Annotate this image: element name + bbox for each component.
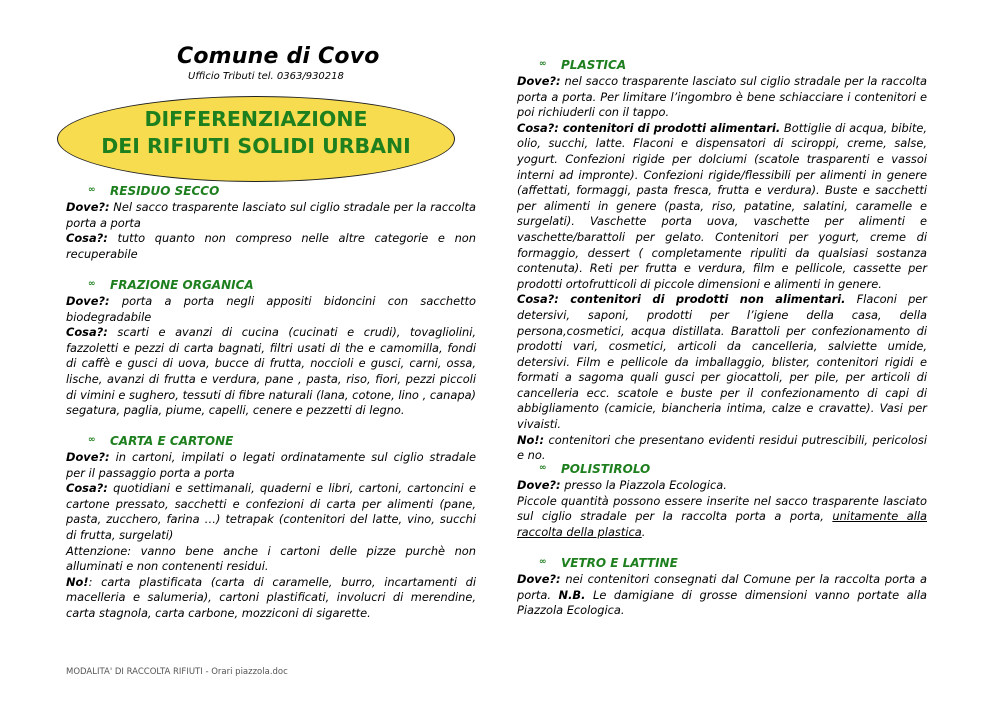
- section-heading: [66, 278, 476, 294]
- dove-paragraph: [517, 74, 927, 121]
- end-text: .: [641, 524, 646, 539]
- page-title: Comune di Covo: [177, 44, 380, 69]
- section-body: [66, 294, 476, 419]
- page-subtitle: Ufficio Tributi tel. 0363/930218: [188, 71, 344, 82]
- section-polistirolo: [517, 462, 927, 540]
- section-vetro-lattine: [517, 556, 927, 619]
- dove-label: Dove?:: [517, 572, 561, 586]
- dove-paragraph: [66, 294, 476, 325]
- section-body: [517, 572, 927, 619]
- dove-text: nei contenitori consegnati dal Comune per la raccolta porta a porta.: [517, 572, 927, 602]
- dove-text: in cartoni, impilati o legati ordinatamente sul ciglio stradale per il passaggio porta a porta: [66, 450, 476, 480]
- heading-text: VETRO E LATTINE: [561, 556, 678, 570]
- cosa-alimentari-text: Bottiglie di acqua, bibite, olio, succhi, latte. Flaconi e dispensatori di sciroppi, creme, salse, yogurt. Confezioni rigide per dolciumi (scatole trasparenti e vassoi interni ad impronte). Confezioni rigide/flessibili per alimenti in genere (affettati, formaggi, pasta fresca, frutta e verdura). Buste e sacchetti per alimenti in genere (pasta, riso, patatine, salatini, caramelle e surgelati). Vaschette porta uova, vaschette per alimenti e vaschette/barattoli per gelato. Contenitori per yogurt, creme di formaggio, dessert ( completamente ripuliti da qualsiasi sostanza contenuta). Reti per frutta e verdura, film e pellicole, cassette per prodotti ortofrutticoli di piccole dimensioni e alimenti in genere.: [517, 120, 927, 291]
- bullet-icon: ∞: [88, 185, 96, 195]
- banner-line-2: DEI RIFIUTI SOLIDI URBANI: [101, 134, 411, 158]
- heading-text: RESIDUO SECCO: [110, 184, 220, 198]
- section-body: [517, 478, 927, 540]
- cosa-paragraph: [66, 231, 476, 262]
- heading-text: PLASTICA: [561, 58, 627, 72]
- dove-paragraph: [517, 572, 927, 619]
- cosa-alimentari-label: Cosa?: contenitori di prodotti alimentari.: [517, 120, 781, 135]
- no-text: contenitori che presentano evidenti residui putrescibili, pericolosi e no.: [517, 432, 927, 463]
- attenzione-paragraph: Attenzione: vanno bene anche i cartoni delle pizze purchè non alluminati e non contenenti residui.: [66, 543, 476, 574]
- cosa-text: tutto quanto non compreso nelle altre categorie e non recuperabile: [66, 231, 476, 261]
- cosa-paragraph: [66, 481, 476, 543]
- section-residuo-secco: [66, 184, 476, 262]
- dove-text: Nel sacco trasparente lasciato sul ciglio stradale per la raccolta porta a porta: [66, 200, 476, 230]
- cosa-label: Cosa?:: [66, 325, 108, 340]
- cosa-label: Cosa?:: [66, 231, 108, 246]
- banner-line-1: DIFFERENZIAZIONE: [144, 107, 368, 131]
- dove-text: presso la Piazzola Ecologica.: [560, 478, 727, 492]
- section-heading: [517, 556, 927, 572]
- section-frazione-organica: [66, 278, 476, 419]
- no-text: : carta plastificata (carta di caramelle, burro, incartamenti di macelleria e salumeria), cartoni plastificati, involucri di merendine, carta stagnola, carta carbone, mozziconi di sigarette.: [66, 574, 476, 620]
- dove-text: porta a porta negli appositi bidoncini con sacchetto biodegradabile: [66, 294, 476, 324]
- dove-text: nel sacco trasparente lasciato sul ciglio stradale per la raccolta porta a porta. Per limitare l’ingombro è bene schiacciare i contenitori e poi richiuderli con il tappo.: [517, 74, 927, 120]
- footer-filename: MODALITA' DI RACCOLTA RIFIUTI - Orari piazzola.doc: [66, 667, 288, 677]
- no-label: No!:: [517, 432, 545, 447]
- body-text: Piccole quantità possono essere inserite nel sacco trasparente lasciato sul ciglio stradale per la raccolta porta a porta,: [517, 493, 927, 524]
- bullet-icon: ∞: [539, 463, 547, 473]
- dove-paragraph: [66, 200, 476, 231]
- bullet-icon: ∞: [539, 557, 547, 567]
- dove-paragraph: [517, 478, 927, 494]
- section-carta-cartone: [66, 434, 476, 622]
- section-body: [517, 74, 927, 464]
- heading-text: CARTA E CARTONE: [110, 434, 234, 448]
- cosa-paragraph: [66, 325, 476, 419]
- bullet-icon: ∞: [539, 59, 547, 69]
- cosa-text: quotidiani e settimanali, quaderni e libri, cartoni, cartoncini e cartone pressato, sacchetti e confezioni di carta per alimenti (pane, pasta, zucchero, farina …) tetrapak (contenitori del latte, vino, succhi di frutta, surgelati): [66, 481, 476, 542]
- bullet-icon: ∞: [88, 435, 96, 445]
- cosa-non-alimentari-paragraph: [517, 292, 927, 432]
- cosa-non-alimentari-text: Flaconi per detersivi, saponi, prodotti per l’igiene della casa, della persona,cosmetici, acqua distillata. Barattoli per confezionamento di prodotti vari, cosmetici, articoli da cancelleria, salviette umide, detersivi. Film e pellicole da imballaggio, blister, contenitori rigidi e formati a sagoma quali gusci per giocattoli, per pile, per articoli di cancelleria ecc. scatole e buste per il confezionamento di capi di abbigliamento (camicie, biancheria intima, calze e cravatte). Vasi per vivaisti.: [517, 292, 927, 432]
- cosa-label: Cosa?:: [66, 481, 108, 496]
- no-label: No!: [66, 574, 89, 589]
- dove-label: Dove?:: [517, 478, 561, 492]
- section-heading: [66, 434, 476, 450]
- bullet-icon: ∞: [88, 279, 96, 289]
- nb-label: N.B.: [558, 587, 586, 602]
- section-body: [66, 450, 476, 622]
- dove-label: Dove?:: [66, 294, 110, 308]
- dove-label: Dove?:: [66, 200, 110, 214]
- section-body: [66, 200, 476, 262]
- dove-label: Dove?:: [66, 450, 110, 464]
- dove-label: Dove?:: [517, 74, 561, 88]
- heading-text: FRAZIONE ORGANICA: [110, 278, 254, 292]
- section-plastica: [517, 58, 927, 464]
- cosa-alimentari-paragraph: [517, 121, 927, 293]
- section-heading: [517, 58, 927, 74]
- no-paragraph: [66, 575, 476, 622]
- section-heading: [517, 462, 927, 478]
- dove-paragraph: [66, 450, 476, 481]
- title-banner: [57, 96, 455, 182]
- cosa-non-alimentari-label: Cosa?: contenitori di prodotti non alimentari.: [517, 292, 846, 307]
- no-paragraph: [517, 433, 927, 464]
- heading-text: POLISTIROLO: [561, 462, 651, 476]
- cosa-text: scarti e avanzi di cucina (cucinati e crudi), tovagliolini, fazzoletti e pezzi di carta bagnati, filtri usati di the e camomilla, fondi di caffè e gusci di uova, bucce di frutta, noccioli e gusci, carni, ossa, lische, avanzi di frutta e verdura, pane , pasta, riso, fiori, pezzi piccoli di vimini e sughero, tessuti di fibre naturali (lana, cotone, lino , canapa) segatura, paglia, piume, capelli, cenere e pezzetti di legno.: [66, 325, 476, 418]
- underlined-text: unitamente alla raccolta della plastica: [517, 509, 927, 539]
- nb-text: Le damigiane di grosse dimensioni vanno portate alla Piazzola Ecologica.: [517, 587, 927, 618]
- section-heading: [66, 184, 476, 200]
- body-paragraph: [517, 494, 927, 541]
